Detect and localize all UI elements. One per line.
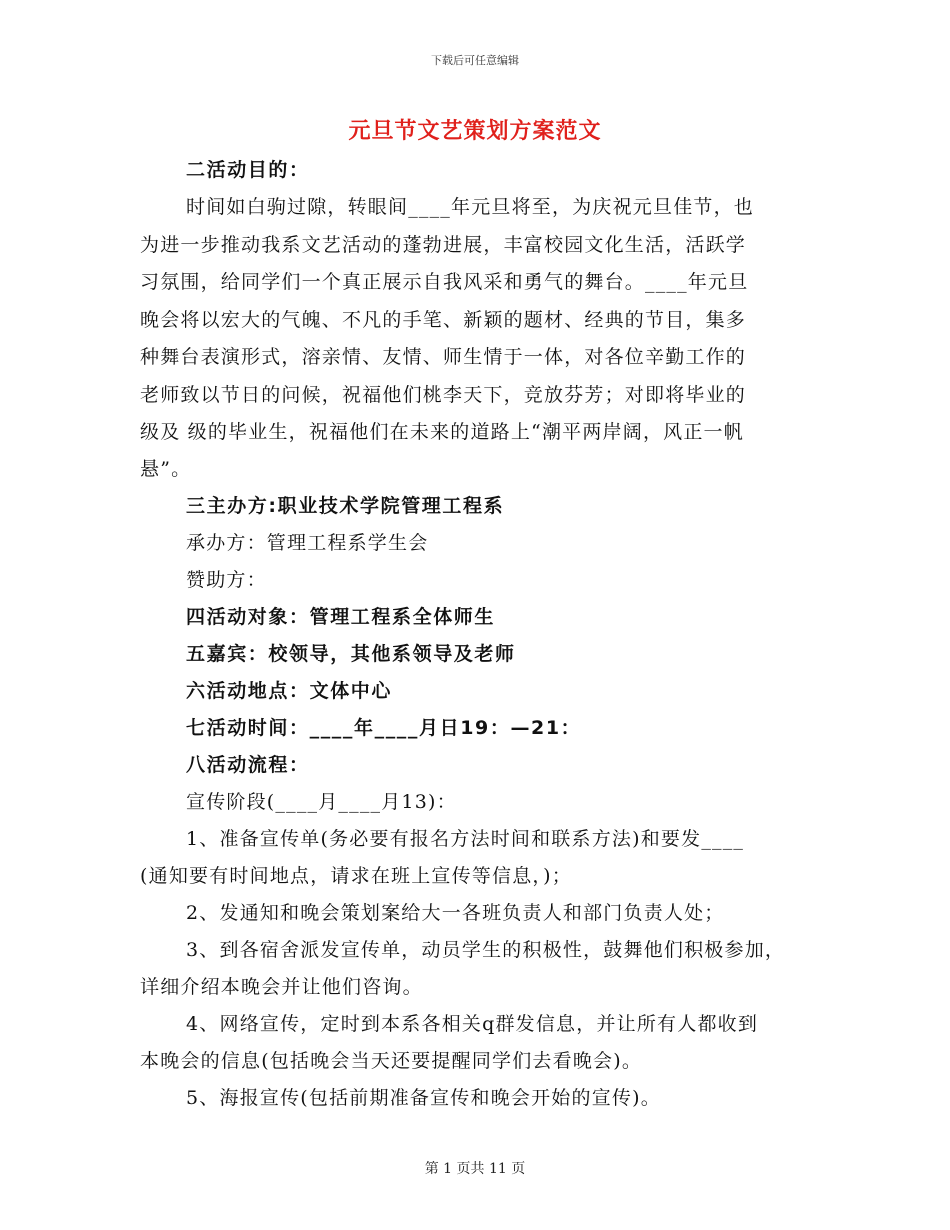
section-heading-time: 七活动时间：____年____月日19：—21： xyxy=(186,717,582,739)
list-item: 2、发通知和晚会策划案给大一各班负责人和部门负责人处； xyxy=(186,902,725,924)
paragraph-line: 种舞台表演形式，溶亲情、友情、师生情于一体，对各位辛勤工作的 xyxy=(140,346,747,368)
paragraph-line: 老师致以节日的问候，祝福他们桃李天下，竞放芬芳；对即将毕业的 xyxy=(140,384,747,406)
list-item-continuation: 本晚会的信息(包括晚会当天还要提醒同学们去看晚会)。 xyxy=(140,1050,643,1072)
list-item: 4、网络宣传，定时到本系各相关q群发信息，并让所有人都收到 xyxy=(186,1013,759,1035)
paragraph-line: 为进一步推动我系文艺活动的蓬勃进展，丰富校园文化生活，活跃学 xyxy=(140,234,747,256)
paragraph-line: 级及 级的毕业生，祝福他们在未来的道路上“潮平两岸阔，风正一帆 xyxy=(140,421,744,443)
sponsor-line: 赞助方： xyxy=(186,569,267,591)
promotion-stage-line: 宣传阶段(____月____月13)： xyxy=(186,791,457,813)
page-footer: 第 1 页共 11 页 xyxy=(424,1161,526,1177)
list-item-continuation: (通知要有时间地点，请求在班上宣传等信息，)； xyxy=(140,865,572,887)
co-organizer-line: 承办方：管理工程系学生会 xyxy=(186,532,429,554)
header-note: 下载后可任意编辑 xyxy=(431,54,519,67)
list-item: 3、到各宿舍派发宣传单，动员学生的积极性，鼓舞他们积极参加， xyxy=(186,939,786,961)
list-item-continuation: 详细介绍本晚会并让他们咨询。 xyxy=(140,976,423,998)
list-item: 1、准备宣传单(务必要有报名方法时间和联系方法)和要发____ xyxy=(186,828,745,850)
list-item: 5、海报宣传(包括前期准备宣传和晚会开始的宣传)。 xyxy=(186,1087,661,1109)
section-heading-audience: 四活动对象：管理工程系全体师生 xyxy=(186,606,496,628)
paragraph-line: 时间如白驹过隙，转眼间____年元旦将至，为庆祝元旦佳节，也 xyxy=(186,196,755,218)
paragraph-line: 晚会将以宏大的气魄、不凡的手笔、新颖的题材、经典的节目，集多 xyxy=(140,309,747,331)
section-heading-venue: 六活动地点：文体中心 xyxy=(186,680,393,702)
section-heading-process: 八活动流程： xyxy=(186,754,310,776)
paragraph-line: 习氛围，给同学们一个真正展示自我风采和勇气的舞台。____年元旦 xyxy=(140,271,749,293)
section-heading-purpose: 二活动目的： xyxy=(186,159,310,181)
document-title: 元旦节文艺策划方案范文 xyxy=(348,119,602,144)
section-heading-guests: 五嘉宾：校领导，其他系领导及老师 xyxy=(186,643,516,665)
paragraph-line: 悬”。 xyxy=(140,458,192,480)
section-heading-organizer: 三主办方:职业技术学院管理工程系 xyxy=(186,495,505,517)
